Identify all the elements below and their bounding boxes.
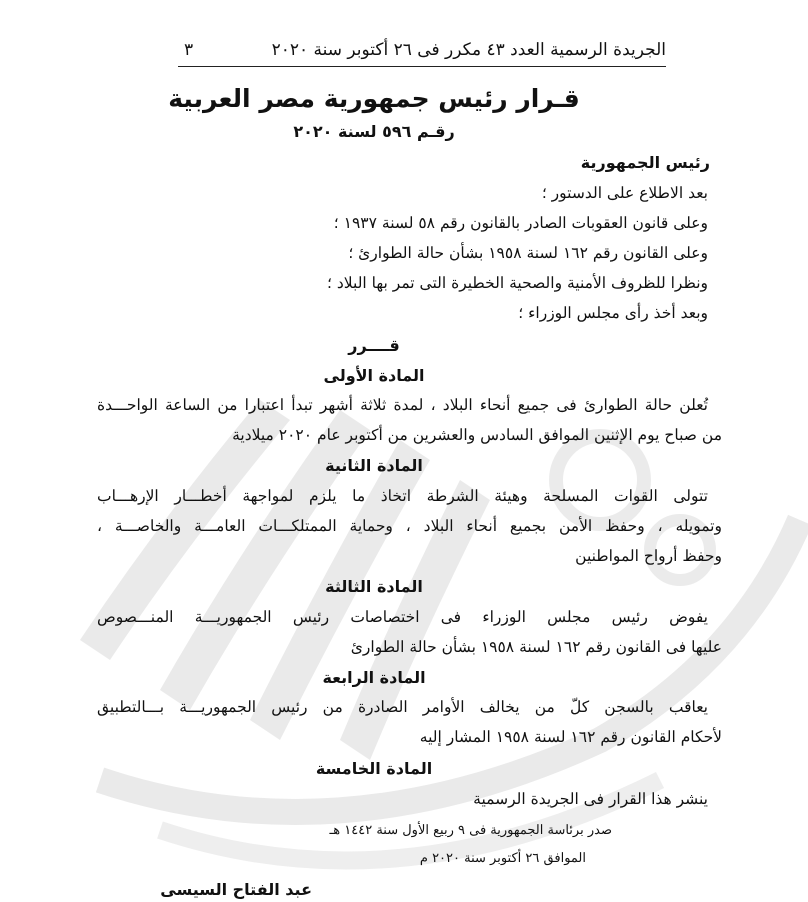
gazette-header <box>178 38 666 67</box>
preamble-line: ونظرا للظروف الأمنية والصحية الخطيرة التى تمر بها البلاد ؛ <box>327 274 708 292</box>
decree-title: قـرار رئيس جمهورية مصر العربية <box>168 84 580 113</box>
article-text-line: عليها فى القانون رقم ١٦٢ لسنة ١٩٥٨ بشأن حالة الطوارئ <box>350 638 722 656</box>
preamble-line: وعلى القانون رقم ١٦٢ لسنة ١٩٥٨ بشأن حالة الطوارئ ؛ <box>348 244 708 262</box>
article-text-line: من صباح يوم الإثنين الموافق السادس والعشرين من أكتوبر عام ٢٠٢٠ ميلادية <box>232 426 722 444</box>
preamble-line: وعلى قانون العقوبات الصادر بالقانون رقم ٥٨ لسنة ١٩٣٧ ؛ <box>333 214 708 232</box>
gazette-issue-line: الجريدة الرسمية العدد ٤٣ مكرر فى ٢٦ أكتوبر سنة ٢٠٢٠ <box>271 40 666 60</box>
issuer-heading: رئيس الجمهورية <box>580 153 710 172</box>
issued-date-hijri: صدر برئاسة الجمهورية فى ٩ ربيع الأول سنة ١٤٤٢ هـ <box>329 823 612 838</box>
issued-date-gregorian: الموافق ٢٦ أكتوبر سنة ٢٠٢٠ م <box>419 851 586 866</box>
article-text-line: تتولى القوات المسلحة وهيئة الشرطة اتخاذ ما يلزم لمواجهة أخطـــار الإرهـــاب <box>97 487 708 505</box>
page-number: ٣ <box>184 40 194 60</box>
decided-heading: قــــرر <box>348 336 400 355</box>
article-text-line: يفوض رئيس مجلس الوزراء فى اختصاصات رئيس الجمهوريـــة المنـــصوص <box>97 608 708 626</box>
article-heading: المادة الخامسة <box>315 759 433 778</box>
article-heading: المادة الأولى <box>323 366 425 385</box>
article-heading: المادة الثالثة <box>325 577 423 596</box>
preamble-line: بعد الاطلاع على الدستور ؛ <box>541 184 708 202</box>
article-heading: المادة الرابعة <box>322 668 426 687</box>
decree-number: رقـم ٥٩٦ لسنة ٢٠٢٠ <box>293 122 455 141</box>
article-text-line: وحفظ أرواح المواطنين <box>575 547 722 565</box>
article-text-line: تُعلن حالة الطوارئ فى جميع أنحاء البلاد ، لمدة ثلاثة أشهر تبدأ اعتبارا من الساعة الواحـــدة <box>97 396 708 414</box>
article-text-line: وتمويله ، وحفظ الأمن بجميع أنحاء البلاد ، وحماية الممتلكـــات العامـــة والخاصـــة ، <box>97 517 722 535</box>
article-heading: المادة الثانية <box>325 456 423 475</box>
article-text-line: يعاقب بالسجن كلّ من يخالف الأوامر الصادرة من رئيس الجمهوريـــة بـــالتطبيق <box>97 698 708 716</box>
article-text-line: ينشر هذا القرار فى الجريدة الرسمية <box>473 790 708 808</box>
preamble-line: وبعد أخذ رأى مجلس الوزراء ؛ <box>518 304 708 322</box>
article-text-line: لأحكام القانون رقم ١٦٢ لسنة ١٩٥٨ المشار إليه <box>419 728 722 746</box>
signature-name: عبد الفتاح السيسى <box>160 880 312 899</box>
